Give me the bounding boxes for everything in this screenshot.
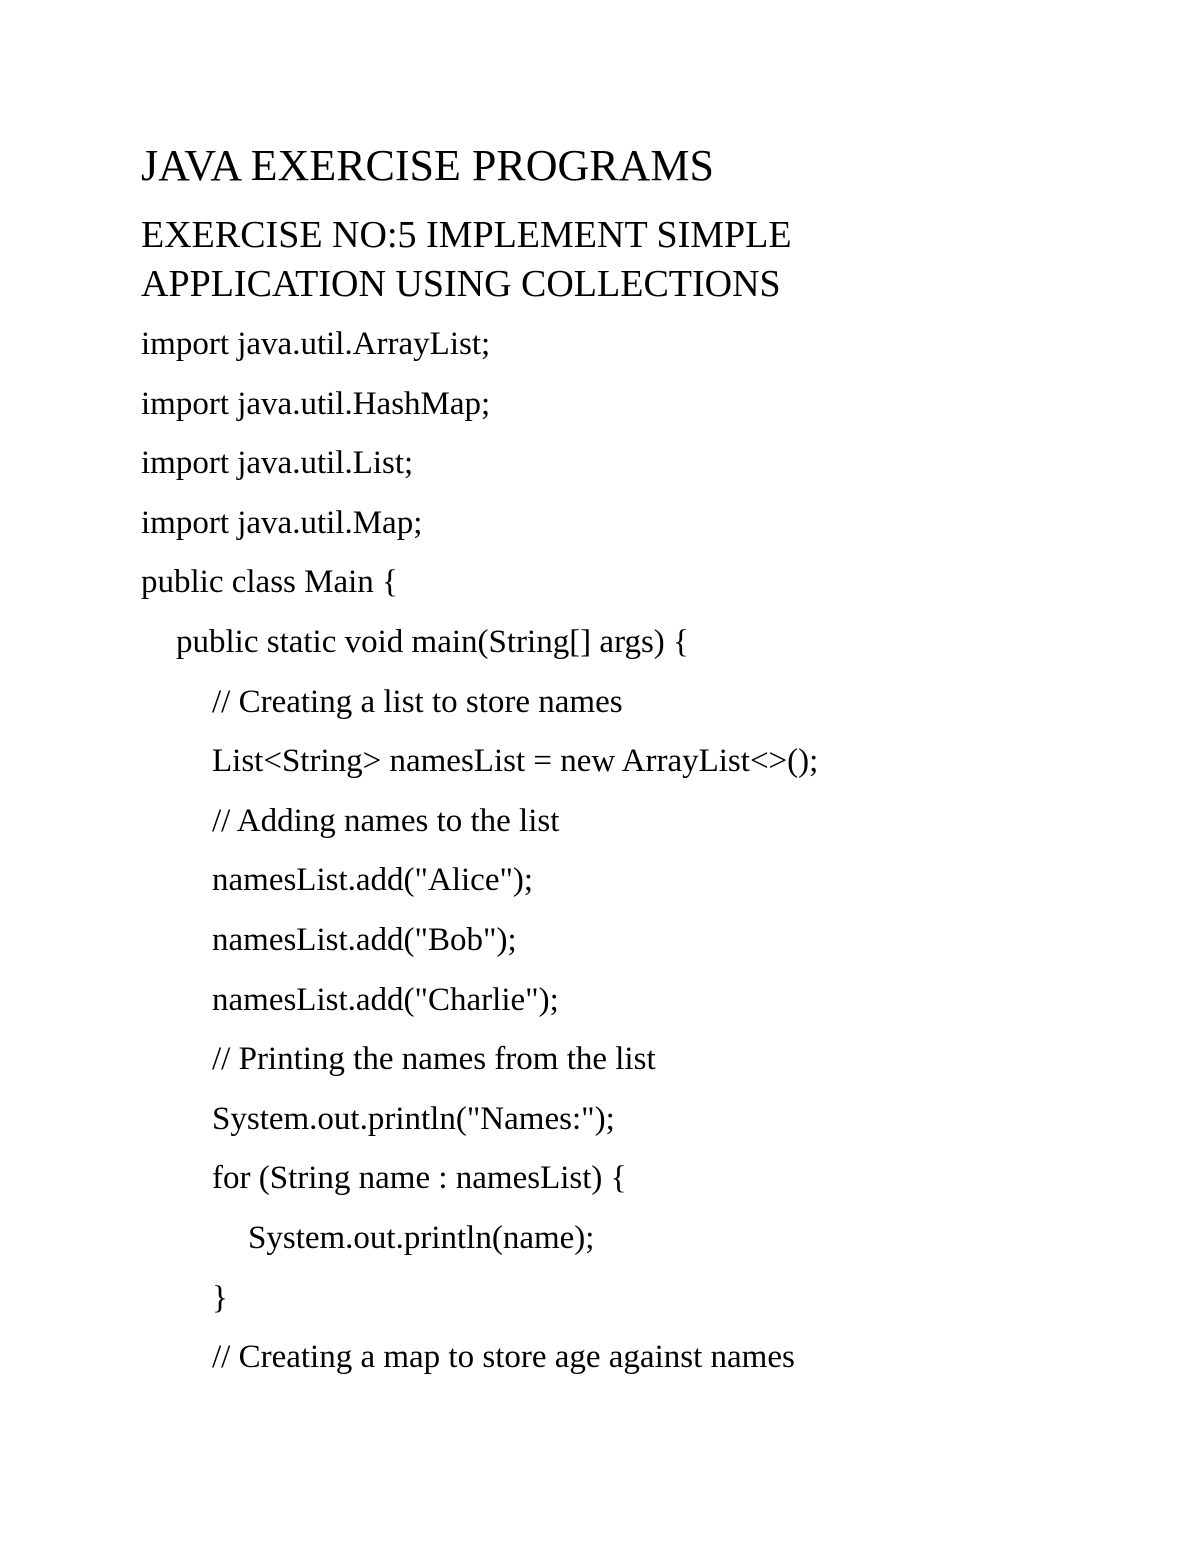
exercise-heading-line-2: APPLICATION USING COLLECTIONS bbox=[141, 263, 781, 305]
code-line: List<String> namesList = new ArrayList<>(); bbox=[212, 743, 819, 780]
code-line: namesList.add("Charlie"); bbox=[212, 981, 559, 1018]
code-listing bbox=[141, 322, 818, 1395]
code-comment: // Creating a map to store age against names bbox=[212, 1339, 795, 1376]
code-line: for (String name : namesList) { bbox=[212, 1160, 627, 1197]
code-line: public static void main(String[] args) { bbox=[176, 623, 689, 660]
code-line: public class Main { bbox=[141, 564, 398, 601]
code-line: } bbox=[212, 1279, 228, 1316]
code-comment: // Adding names to the list bbox=[212, 802, 560, 839]
document-title: JAVA EXERCISE PROGRAMS bbox=[141, 141, 714, 190]
exercise-heading-line-1: EXERCISE NO:5 IMPLEMENT SIMPLE bbox=[141, 214, 792, 256]
code-line: import java.util.HashMap; bbox=[141, 385, 491, 422]
code-line: import java.util.ArrayList; bbox=[141, 326, 491, 362]
code-line: import java.util.List; bbox=[141, 445, 414, 482]
code-comment: // Creating a list to store names bbox=[212, 683, 623, 720]
code-line: System.out.println(name); bbox=[248, 1219, 595, 1256]
code-line: namesList.add("Bob"); bbox=[212, 921, 517, 958]
code-line: System.out.println("Names:"); bbox=[212, 1100, 615, 1137]
code-line: import java.util.Map; bbox=[141, 504, 423, 541]
code-line: namesList.add("Alice"); bbox=[212, 862, 534, 899]
exercise-heading bbox=[141, 211, 792, 309]
code-comment: // Printing the names from the list bbox=[212, 1041, 656, 1078]
